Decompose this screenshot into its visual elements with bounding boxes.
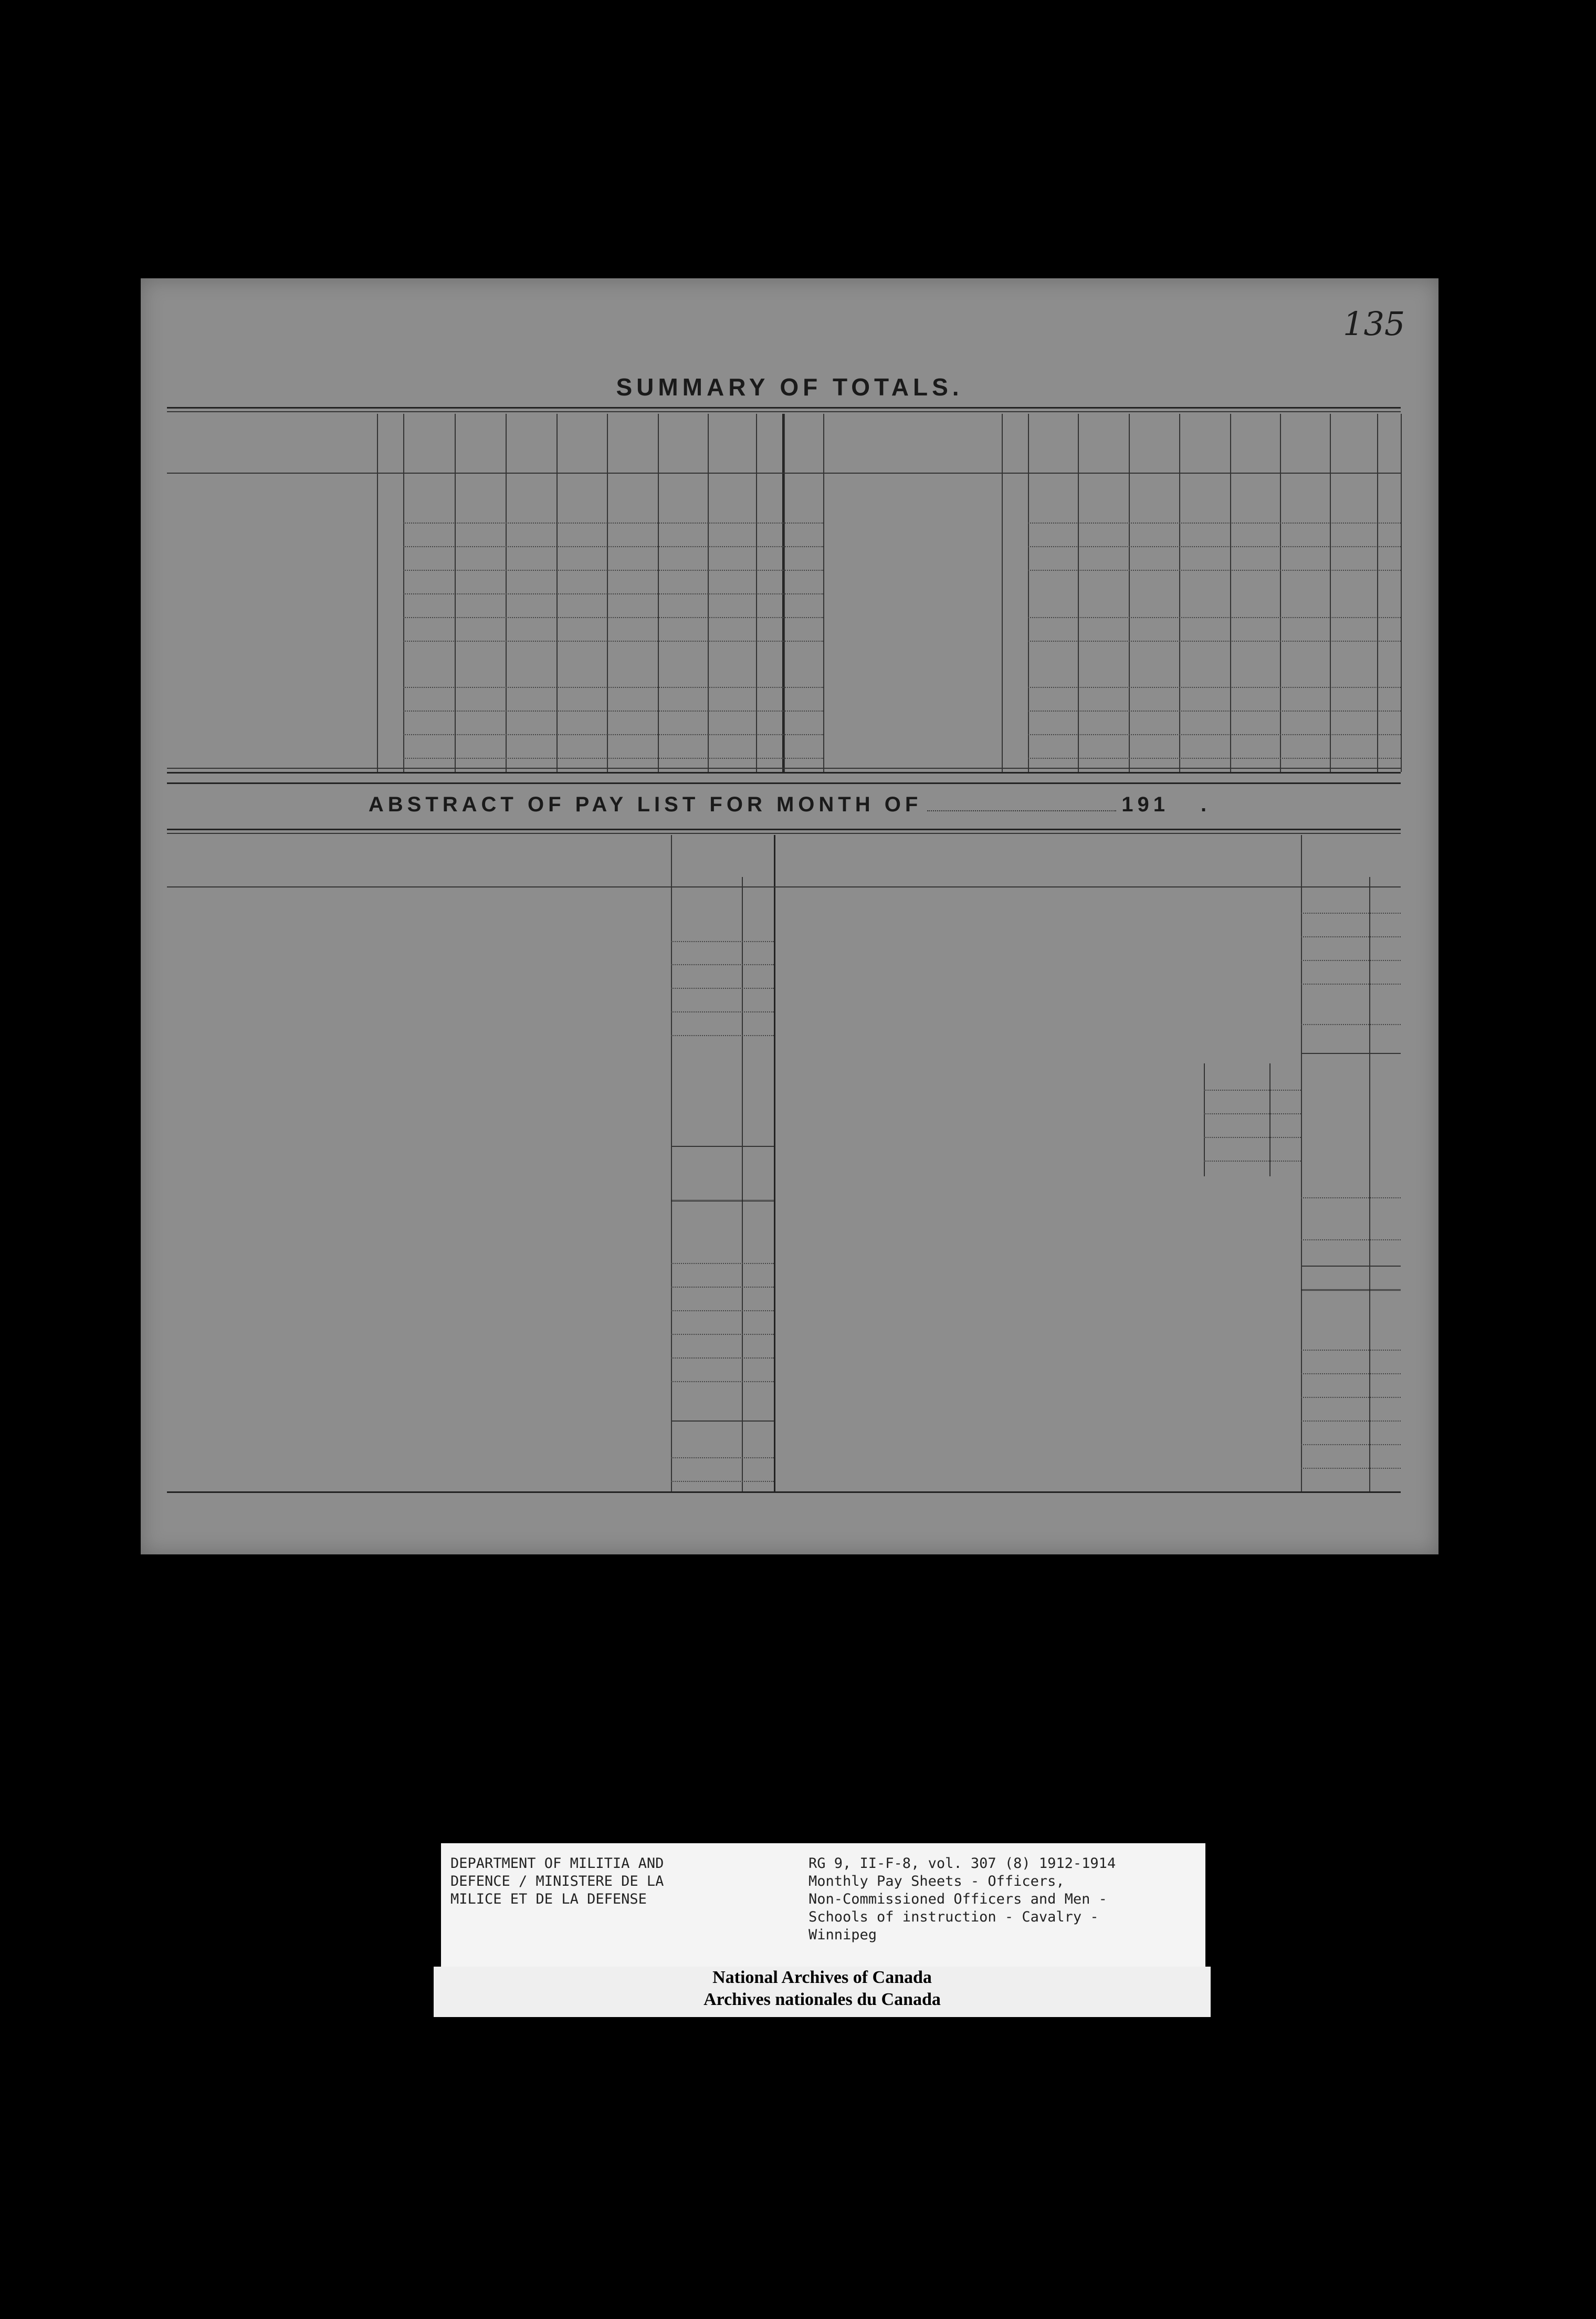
deduct-item-line: [1204, 1137, 1301, 1138]
summary-dotted-row: [403, 641, 823, 642]
total-deductions-line: [1301, 1266, 1401, 1267]
summary-dotted-row: [403, 711, 823, 712]
deduct-item-line: [1204, 1113, 1301, 1114]
grid-vline: [1280, 414, 1281, 772]
summary-dotted-row: [403, 734, 823, 735]
expenditure-amount-line: [671, 1263, 774, 1264]
summary-dotted-row: [403, 593, 823, 594]
grid-vline: [556, 414, 558, 772]
prove-amount-line: [1301, 1444, 1401, 1445]
balance-due-line: [671, 1200, 774, 1202]
expenditure-amount-line: [671, 1381, 774, 1382]
grid-vline: [607, 414, 608, 772]
grid-vline: [403, 414, 404, 772]
detail-amount-line: [1301, 936, 1401, 937]
archives-banner: [434, 1967, 1211, 2017]
grid-vline: [1330, 414, 1331, 772]
deduct-item-line: [1204, 1090, 1301, 1091]
summary-bottom-rule: [167, 768, 1401, 769]
detail-amount-line: [1301, 960, 1401, 961]
closing-amount-line: [671, 1457, 774, 1458]
archive-reference-card: [441, 1843, 1205, 1967]
summary-dotted-row: [403, 570, 823, 571]
pay-sheet-document: [141, 278, 1438, 1554]
summary-dotted-row: [1028, 617, 1401, 618]
handwritten-page-number: 135: [1343, 305, 1405, 343]
summary-dotted-row: [1028, 523, 1401, 524]
expenditure-amount-line: [671, 1357, 774, 1359]
reference-label: RG 9, II-F-8, vol. 307 (8) 1912-1914 Monthly Pay Sheets - Officers, Non-Commissioned Officers and Men - Schools of instruction - Cavalry - Winnipeg: [808, 1855, 1116, 1943]
receipt-amount-line: [671, 941, 774, 942]
grid-vline: [455, 414, 456, 772]
department-label: DEPARTMENT OF MILITIA AND DEFENCE / MINISTERE DE LA MILICE ET DE LA DEFENSE: [450, 1855, 664, 1907]
grid-vline: [506, 414, 507, 772]
abstract-year: 191: [1121, 793, 1169, 816]
total-charges-line: [1301, 1197, 1401, 1198]
prove-amount-line: [1301, 1350, 1401, 1351]
summary-dotted-row: [1028, 641, 1401, 642]
receipt-amount-line: [671, 1035, 774, 1036]
summary-dotted-row: [403, 758, 823, 759]
grid-vline: [1401, 414, 1402, 772]
summary-dotted-row: [1028, 711, 1401, 712]
left-cts-col: [742, 877, 743, 1491]
deduct-box-left: [1204, 1063, 1205, 1176]
summary-top-rule: [167, 407, 1401, 409]
deduct-item-line: [1204, 1161, 1301, 1162]
grid-vline: [756, 414, 757, 772]
summary-dotted-row: [1028, 734, 1401, 735]
abstract-title: ABSTRACT OF PAY LIST FOR MONTH OF 191 .: [368, 793, 1211, 816]
total-receipts-line: [671, 1146, 774, 1147]
archives-fr: Archives nationales du Canada: [704, 1990, 941, 2009]
grid-vline: [1377, 414, 1378, 772]
grid-vline: [1230, 414, 1231, 772]
abstract-center-divider: [774, 835, 775, 1491]
right-cts-col: [1369, 877, 1370, 1491]
prove-amount-line: [1301, 1397, 1401, 1398]
right-amount-col: [1301, 835, 1302, 1491]
other-debits-line: [1301, 1239, 1401, 1240]
summary-dotted-row: [1028, 687, 1401, 688]
abstract-title-text: ABSTRACT OF PAY LIST FOR MONTH OF: [368, 793, 922, 816]
prove-amount-line: [1301, 1373, 1401, 1374]
grid-vline: [823, 414, 824, 772]
other-credits-line: [1301, 1024, 1401, 1025]
grid-vline: [658, 414, 659, 772]
abstract-header-rule: [167, 886, 1401, 887]
expenditure-amount-line: [671, 1310, 774, 1311]
net-amount-line: [1301, 1289, 1401, 1291]
grid-vline: [708, 414, 709, 772]
summary-dotted-row: [403, 687, 823, 688]
prove-amount-line: [1301, 1468, 1401, 1469]
grid-vline: [1179, 414, 1180, 772]
summary-dotted-row: [403, 546, 823, 547]
total-payments-line: [671, 1420, 774, 1422]
grid-vline: [784, 414, 785, 772]
grid-vline: [1002, 414, 1003, 772]
receipt-amount-line: [671, 988, 774, 989]
summary-dotted-row: [403, 617, 823, 618]
summary-bottom-rule-2: [167, 772, 1401, 774]
gross-amount-line: [1301, 1053, 1401, 1054]
grid-vline: [1028, 414, 1029, 772]
summary-dotted-row: [1028, 546, 1401, 547]
deduct-box-mid: [1269, 1063, 1270, 1176]
summary-dotted-row: [1028, 758, 1401, 759]
summary-dotted-row: [1028, 570, 1401, 571]
grid-vline: [377, 414, 378, 772]
archives-en: National Archives of Canada: [712, 1968, 932, 1987]
detail-amount-line: [1301, 984, 1401, 985]
abstract-bottom-rule: [167, 1491, 1401, 1493]
grid-vline: [1078, 414, 1079, 772]
summary-dotted-row: [403, 523, 823, 524]
closing-amount-line: [671, 1481, 774, 1482]
summary-title: SUMMARY OF TOTALS.: [616, 373, 963, 401]
receipt-amount-line: [671, 1011, 774, 1012]
grid-vline: [1129, 414, 1130, 772]
header-bottom-rule: [167, 473, 1401, 474]
receipt-amount-line: [671, 964, 774, 965]
expenditure-amount-line: [671, 1334, 774, 1335]
expenditure-amount-line: [671, 1287, 774, 1288]
detail-amount-line: [1301, 913, 1401, 914]
left-amount-col: [671, 835, 672, 1491]
grid-center-divider: [782, 414, 784, 772]
prove-amount-line: [1301, 1420, 1401, 1422]
